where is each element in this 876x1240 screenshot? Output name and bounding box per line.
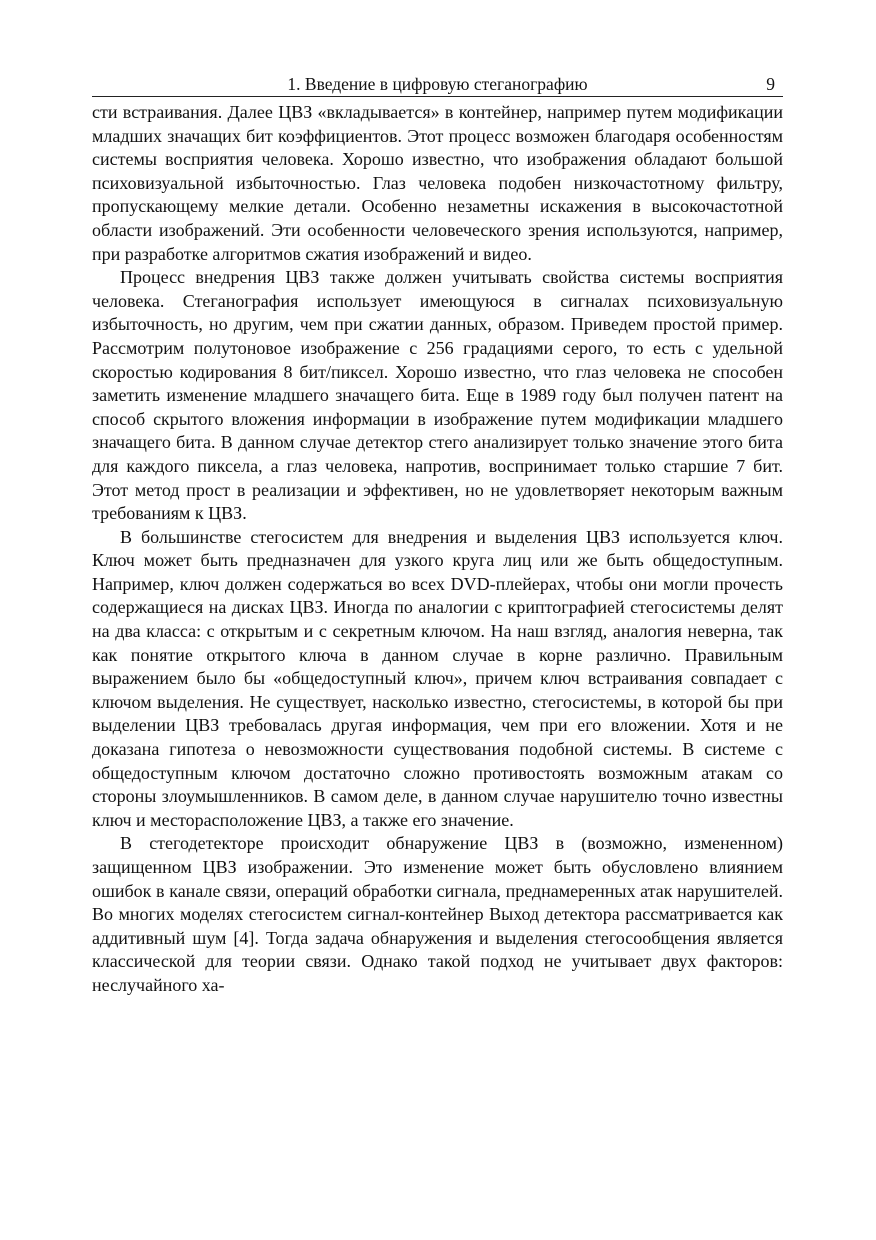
chapter-title: 1. Введение в цифровую стеганографию — [287, 74, 588, 94]
paragraph-continued: сти встраивания. Далее ЦВЗ «вкладывается» в контейнер, например путем модификации младших значащих бит коэффициентов. Этот процесс возможен благодаря особенностям системы восприятия человека. Хорошо известно, что изображения обладают большой психовизуальной избыточностью. Глаз человека подобен низкочастотному фильтру, пропускающему мелкие детали. Особенно незаметны искажения в высокочастотной области изображений. Эти особенности человеческого зрения используются, например, при разработке алгоритмов сжатия изображений и видео. — [92, 102, 783, 264]
body-text — [92, 101, 783, 998]
book-page — [92, 74, 783, 998]
running-header — [92, 74, 783, 97]
paragraph-embedding-perception: Процесс внедрения ЦВЗ также должен учитывать свойства системы восприятия человека. Стеганография использует имеющуюся в сигналах психовизуальную избыточность, но другим, чем при сжатии данных, образом. Приведем простой пример. Рассмотрим полутоновое изображение с 256 градациями серого, то есть с удельной скоростью кодирования 8 бит/пиксел. Хорошо известно, что глаз человека не способен заметить изменение младшего значащего бита. Еще в 1989 году был получен патент на способ скрытого вложения информации в изображение путем модификации младшего значащего бита. В данном случае детектор стего анализирует только значение этого бита для каждого пиксела, а глаз человека, напротив, воспринимает только старшие 7 бит. Этот метод прост в реализации и эффективен, но не удовлетворяет некоторым важным требованиям к ЦВЗ. — [92, 267, 783, 524]
paragraph-stego-detector: В стегодетекторе происходит обнаружение ЦВЗ в (возможно, измененном) защищенном ЦВЗ изображении. Это изменение может быть обусловлено влиянием ошибок в канале связи, операций обработки сигнала, преднамеренных атак нарушителей. Во многих моделях стегосистем сигнал-контейнер Выход детектора рассматривается как аддитивный шум [4]. Тогда задача обнаружения и выделения стегосообщения является классической для теории связи. Однако такой подход не учитывает двух факторов: неслучайного ха- — [92, 833, 783, 995]
page-number: 9 — [766, 74, 775, 94]
paragraph-stego-key: В большинстве стегосистем для внедрения и выделения ЦВЗ используется ключ. Ключ может быть предназначен для узкого круга лиц или же быть общедоступным. Например, ключ должен содержаться во всех DVD-плейерах, чтобы они могли прочесть содержащиеся на дисках ЦВЗ. Иногда по аналогии с криптографией стегосистемы делят на два класса: с открытым и с секретным ключом. На наш взгляд, аналогия неверна, так как понятие открытого ключа в данном случае в корне различно. Правильным выражением было бы «общедоступный ключ», причем ключ встраивания совпадает с ключом выделения. Не существует, насколько известно, стегосистемы, в которой бы при выделении ЦВЗ требовалась другая информация, чем при его вложении. Хотя и не доказана гипотеза о невозможности существования подобной системы. В системе с общедоступным ключом достаточно сложно противостоять возможным атакам со стороны злоумышленников. В самом деле, в данном случае нарушителю точно известны ключ и месторасположение ЦВЗ, а также его значение. — [92, 526, 783, 830]
